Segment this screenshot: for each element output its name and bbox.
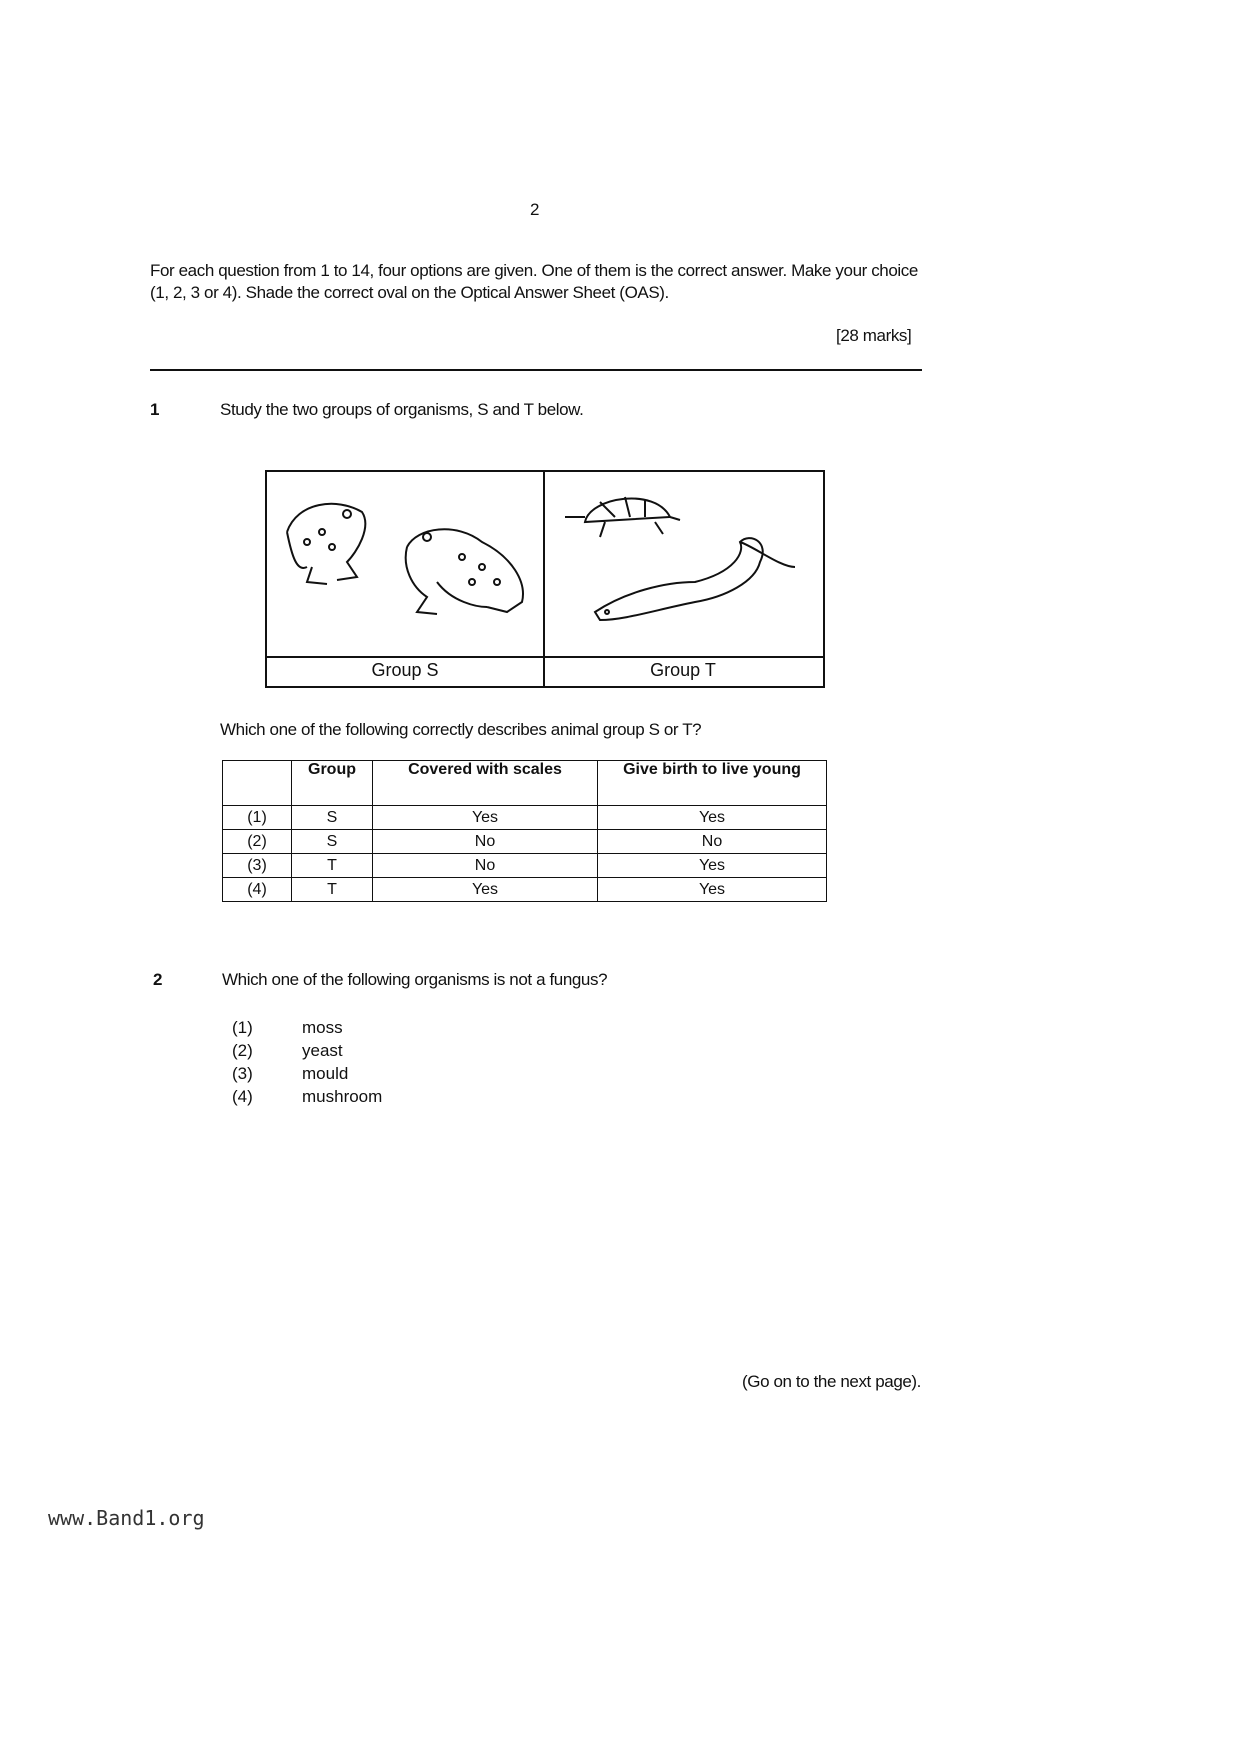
header-cell <box>223 761 292 806</box>
group-cell: S <box>292 830 373 854</box>
snake-drawing <box>595 538 795 620</box>
option-number: (4) <box>223 878 292 902</box>
option-label: mould <box>302 1064 349 1083</box>
option-label: mushroom <box>302 1087 383 1106</box>
header-cell: Covered with scales <box>373 761 598 806</box>
table-row <box>223 830 827 854</box>
option-number: (3) <box>232 1064 253 1083</box>
option-number: (4) <box>232 1087 253 1106</box>
group-t-image <box>545 472 821 656</box>
question-1-text: Study the two groups of organisms, S and T below. <box>220 400 584 419</box>
live-young-cell: Yes <box>598 854 827 878</box>
option-4 <box>232 1087 382 1107</box>
live-young-cell: No <box>598 830 827 854</box>
header-cell: Group <box>292 761 373 806</box>
options-table <box>222 760 827 902</box>
total-marks: [28 marks] <box>836 326 912 345</box>
group-cell: T <box>292 878 373 902</box>
option-number: (2) <box>232 1041 253 1060</box>
option-number: (3) <box>223 854 292 878</box>
group-s-label: Group S <box>371 660 439 680</box>
table-row <box>223 806 827 830</box>
page-number: 2 <box>530 200 540 219</box>
turtle-drawing <box>565 498 680 537</box>
option-number: (1) <box>232 1018 253 1037</box>
table-header <box>223 761 827 806</box>
table-row <box>223 878 827 902</box>
scales-cell: Yes <box>373 806 598 830</box>
option-2 <box>232 1041 343 1061</box>
header-cell: Give birth to live young <box>598 761 827 806</box>
option-1 <box>232 1018 343 1038</box>
instructions: For each question from 1 to 14, four options are given. One of them is the correct answer. Make your choice (1, 2, 3 or 4). Shade the correct oval on the Optical Answer Sheet (OAS). <box>150 261 918 302</box>
live-young-cell: Yes <box>598 878 827 902</box>
frog-drawing <box>287 504 365 584</box>
watermark: www.Band1.org <box>48 1506 205 1530</box>
figure-divider <box>543 472 545 686</box>
question-1-prompt: Which one of the following correctly describes animal group S or T? <box>220 720 702 739</box>
live-young-cell: Yes <box>598 806 827 830</box>
divider <box>150 369 922 371</box>
question-2-text: Which one of the following organisms is not a fungus? <box>222 970 608 989</box>
question-1-number: 1 <box>150 400 160 419</box>
option-label: moss <box>302 1018 343 1037</box>
scales-cell: Yes <box>373 878 598 902</box>
option-label: yeast <box>302 1041 343 1060</box>
organism-figure <box>265 470 825 688</box>
option-3 <box>232 1064 348 1084</box>
group-cell: T <box>292 854 373 878</box>
question-2-number: 2 <box>153 970 163 989</box>
figure-label-row <box>267 656 823 658</box>
option-number: (1) <box>223 806 292 830</box>
group-s-image <box>267 472 543 656</box>
table-row <box>223 854 827 878</box>
next-page-note: (Go on to the next page). <box>742 1372 922 1391</box>
option-number: (2) <box>223 830 292 854</box>
scales-cell: No <box>373 830 598 854</box>
group-t-label: Group T <box>650 660 716 680</box>
group-cell: S <box>292 806 373 830</box>
toad-drawing <box>406 529 523 614</box>
scales-cell: No <box>373 854 598 878</box>
